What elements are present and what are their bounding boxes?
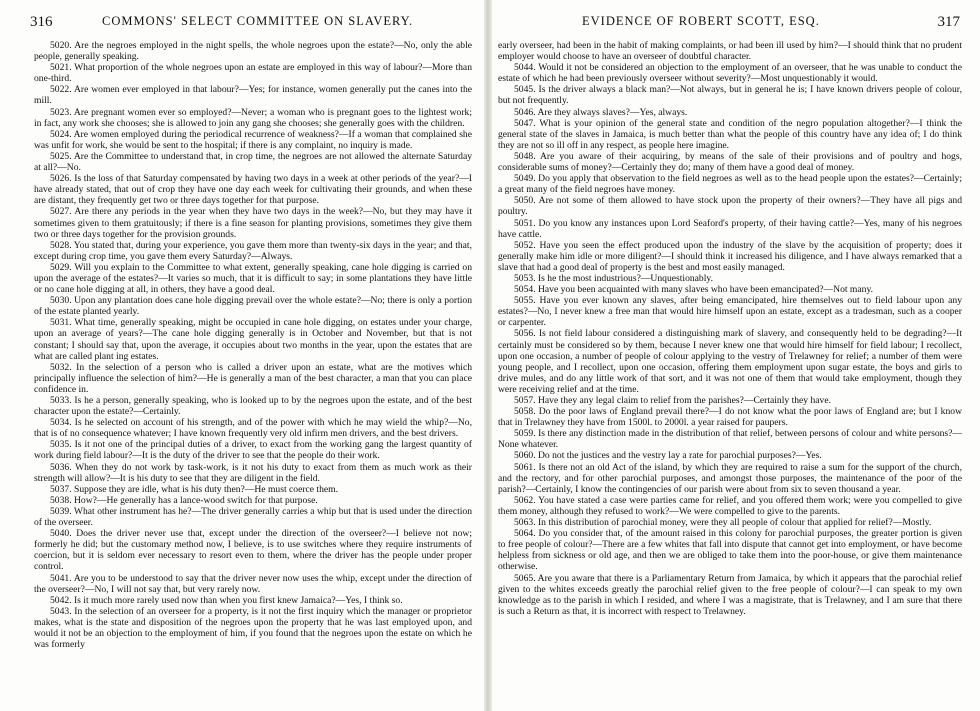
testimony-paragraph: 5049. Do you apply that observation to the field negroes as well as to the head people upon the estates?—Certainly; a great many of the field negroes have money. [498,173,962,196]
testimony-paragraph: 5043. In the selection of an overseer for a property, is it not the first inquiry which the manager or proprietor makes, what is the state and disposition of the negroes upon the property that he was last employed upon, and would it not be an objection to the employment of him, if you found that the negroes upon the estate on which he was formerly [34,605,472,651]
testimony-paragraph: 5031. What time, generally speaking, might be occupied in cane hole digging, on estates under your charge, upon an average of years?—The cane hole digging generally is in October and November, but that is not constant; I should say that, upon the average, it occupies about two months in the year, upon the estates that are what are called plant ing estates. [34,317,472,362]
testimony-paragraph: early overseer, had been in the habit of making complaints, or had been ill used by him?—I should think that no prudent employer would choose to have an overseer of doubtful character. [498,40,962,63]
right-page-header [502,14,960,32]
testimony-paragraph: 5045. Is the driver always a black man?—Not always, but in general he is; I have known drivers people of colour, but not frequently. [498,84,962,107]
testimony-paragraph: 5037. Suppose they are idle, what is his duty then?—He must coerce them. [50,483,339,495]
testimony-paragraph: 5041. Are you to be understood to say that the driver never now uses the whip, except under the direction of the overseer?—No, I will not say that, but very rarely now. [34,572,472,595]
testimony-paragraph: 5065. Are you aware that there is a Parliamentary Return from Jamaica, by which it appears that the parochial relief given to the whites exceeds greatly the parochial relief given to the free people of colour?—I can speak to my own knowledge as to the parish in which I resided, and where I was a magistrate, that is Trelawney, and I am sure that there is such a Return as that, it is incorrect with respect to Trelawney. [498,572,962,617]
testimony-paragraph: 5048. Are you aware of their acquiring, by means of the sale of their provisions and of poultry and hogs, considerable sums of money?—Certainly they do; many of them have a good deal of money. [498,150,962,174]
testimony-paragraph: 5055. Have you ever known any slaves, after being emancipated, hire themselves out to field labour upon any estates?—No, I never knew a free man that would hire himself upon an estate, except as a tradesman, such as a cooper or carpenter. [498,295,962,329]
testimony-paragraph: 5053. Is he the most industrious?—Unquestionably. [514,272,713,284]
testimony-paragraph: 5046. Are they always slaves?—Yes, always. [514,106,688,118]
testimony-paragraph: 5035. Is it not one of the principal duties of a driver, to exact from the working gang the largest quantity of work during field labour?—It is the duty of the driver to see that the people do their work. [34,439,472,462]
testimony-paragraph: 5050. Are not some of them allowed to have stock upon the property of their owners?—They have all pigs and poultry. [498,195,962,218]
testimony-paragraph: 5040. Does the driver never use that, except under the direction of the overseer?—I believe not now; formerly he did; but the customary method now, I believe, is to use switches where they require instruments of coercion, but it is seldom ever necessary to resort even to them, where the driver has the people under proper control. [34,528,472,573]
testimony-paragraph: 5064. Do you consider that, of the amount raised in this colony for parochial purposes, the greater portion is given to free people of colour?—There are a few whites that fall into dispute that cannot get into employment, or have become helpless from sickness or old age, and then we are obliged to take them into the poor-house, or give them maintenance otherwise. [498,528,962,573]
testimony-paragraph: 5057. Have they any legal claim to relief from the parishes?—Certainly they have. [514,395,832,406]
right-page-body [498,40,962,707]
testimony-paragraph: 5034. Is he selected on account of his strength, and of the power with which he may wield the whip?—No, that is of no consequence whatever; I have known frequently very old infirm men drivers, and the best drivers. [34,417,472,440]
testimony-paragraph: 5025. Are the Committee to understand that, in crop time, the negroes are not allowed the alternate Saturday at all?—No. [34,150,472,174]
testimony-paragraph: 5062. You have stated a case were parties came for relief, and you offered them work; were you compelled to give them money, although they refused to work?—We were compelled to give to the parents. [498,494,962,517]
testimony-paragraph: 5060. Do not the justices and the vestry lay a rate for parochial purposes?—Yes. [514,450,822,462]
testimony-paragraph: 5024. Are women employed during the periodical recurrence of weakness?—If a woman that complained she was unfit for work, she would be sent to the hospital; if there is any complaint, no inquiry is made. [34,128,472,151]
testimony-paragraph: 5056. Is not field labour considered a distinguishing mark of slavery, and consequently held to be degrading?—It certainly must be considered so by them, because I never knew one that would hire himself for field labour; I recollect, upon one occasion, a number of people of colour applying to the vestry of Trelawney for relief; a number of them were young people, and I recollect, upon one occasion, offering them employment upon sugar estate, the boys and girls to drive mules, and do any little work of that sort, and it was not one of them that would take employment, though they were receiving relief and at the time. [498,328,962,395]
left-page-number: 316 [30,14,53,30]
testimony-paragraph: 5033. Is he a person, generally speaking, who is looked up to by the negroes upon the estate, and of the best character upon the estate?—Certainly. [34,395,472,418]
left-running-head: COMMONS' SELECT COMMITTEE ON SLAVERY. [102,14,414,28]
testimony-paragraph: 5032. In the selection of a person who is called a driver upon an estate, what are the motives which principally influence the selection of him?—He is generally a man of the best character, a man that you can place confidence in. [34,361,472,395]
testimony-paragraph: 5030. Upon any plantation does cane hole digging prevail over the whole estate?—No; there is only a portion of the estate planted yearly. [34,295,472,318]
testimony-paragraph: 5036. When they do not work by task-work, is it not his duty to exact from them as much work as their strength will allow?—It is his duty to see that they are diligent in the field. [34,461,472,484]
testimony-paragraph: 5059. Is there any distinction made in the distribution of that relief, between persons of colour and white persons?—None whatever. [498,428,962,451]
testimony-paragraph: 5052. Have you seen the effect produced upon the industry of the slave by the acquisition of property; does it generally make him idle or more diligent?—I should think it increased his diligence, and I have always remarked that a slave that had a good deal of property is the best and most easily managed. [498,239,962,273]
testimony-paragraph: 5020. Are the negroes employed in the night spells, the whole negroes upon the estate?—No, only the able people, generally speaking. [34,40,472,63]
testimony-paragraph: 5026. Is the loss of that Saturday compensated by having two days in a week at other periods of the year?—I have already stated, that out of crop they have one day each week for cultivating their grounds, and when these are distant, they frequently get two or three days together for that purpose. [34,173,472,207]
testimony-paragraph: 5029. Will you explain to the Committee to what extent, generally speaking, cane hole digging is carried on upon the average of the estates?—It varies so much, that it is difficult to say; in some plantations they have little or no cane hole digging at all, in others, they have a good deal. [34,261,472,296]
left-page-body [34,40,472,707]
right-page [492,0,980,711]
right-running-head: EVIDENCE OF ROBERT SCOTT, ESQ. [582,14,820,28]
testimony-paragraph: 5039. What other instrument has he?—The driver generally carries a whip but that is used under the direction of the overseer. [34,505,472,529]
testimony-paragraph: 5051. Do you know any instances upon Lord Seaford's property, of their having cattle?—Yes, many of his negroes have cattle. [498,217,962,240]
testimony-paragraph: 5063. In this distribution of parochial money, were they all people of colour that applied for relief?—Mostly. [514,517,932,529]
testimony-paragraph: 5054. Have you been acquainted with many slaves who have been emancipated?—Not many. [514,284,874,296]
testimony-paragraph: 5058. Do the poor laws of England prevail there?—I do not know what the poor laws of England are; but I know that in Trelawney they have from 1500l. to 2000l. a year raised for paupers. [498,406,962,429]
testimony-paragraph: 5027. Are there any periods in the year when they have two days in the week?—No, but they may have it sometimes given to them gratuitously; if there is a fine season for planting provisions, sometimes they give them two or three days together for the provision grounds. [34,206,472,240]
testimony-paragraph: 5044. Would it not be considered an objection to the employment of an overseer, that he was unable to conduct the estate of which he had been previously overseer without severity?—Most unquestionably it would. [498,62,962,85]
testimony-paragraph: 5021. What proportion of the whole negroes upon an estate are employed in this way of labour?—More than one-third. [34,62,472,85]
right-page-number: 317 [937,14,960,30]
testimony-paragraph: 5022. Are women ever employed in that labour?—Yes; for instance, women generally put the canes into the mill. [34,84,472,107]
testimony-paragraph: 5047. What is your opinion of the general state and condition of the negro population altogether?—I think the general state of the slaves in Jamaica, is much better than what the people of this country have any idea of; I do think they are not so ill off in any respect, as people here imagine. [498,117,962,151]
left-page-header [30,14,466,32]
testimony-paragraph: 5023. Are pregnant women ever so employed?—Never; a woman who is pregnant goes to the lightest work; in fact, any work she chooses; she is allowed to join any gang she chooses; she generally goes with the children. [34,106,472,129]
testimony-paragraph: 5038. How?—He generally has a lance-wood switch for that purpose. [50,494,318,506]
testimony-paragraph: 5042. Is it much more rarely used now than when you first knew Jamaica?—Yes, I think so. [50,594,403,606]
left-page [0,0,484,711]
book-gutter [484,0,492,711]
testimony-paragraph: 5028. You stated that, during your experience, you gave them more than twenty-six days in the year; and that, except during crop time, you gave them every Saturday?—Always. [34,239,472,262]
testimony-paragraph: 5061. Is there not an old Act of the island, by which they are required to raise a sum for the support of the church, and the rectory, and for other parochial purposes, and amongst those purposes, the maintenance of the poor of the parish?—Certainly, I know the contingencies of our parish were about from six to seven thousand a year. [498,461,962,495]
